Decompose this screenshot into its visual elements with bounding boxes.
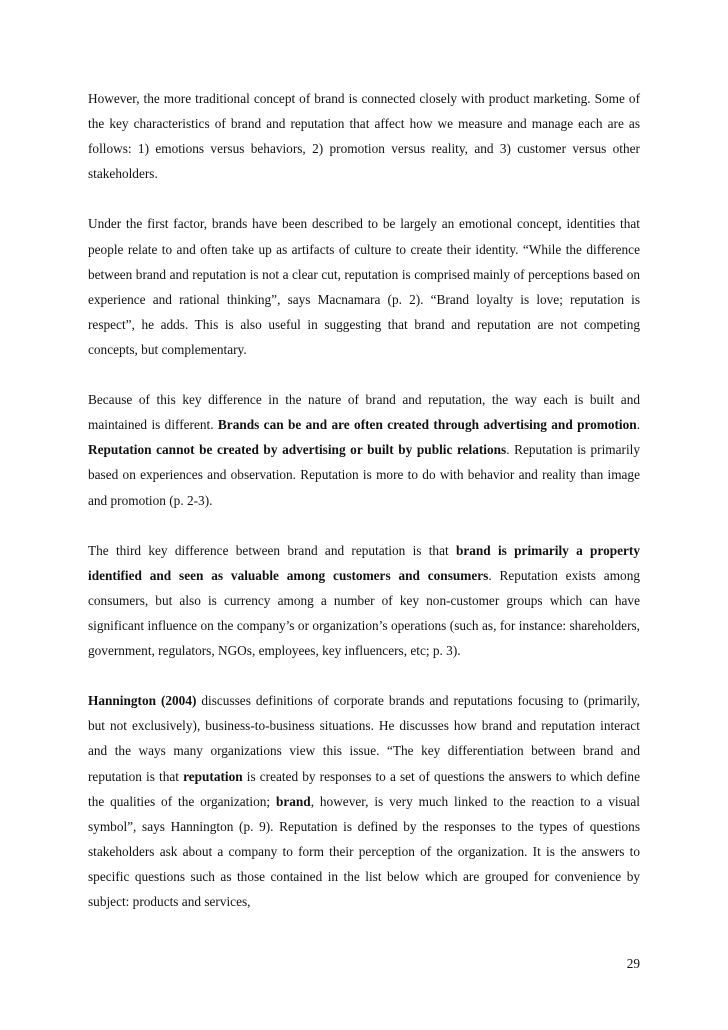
text-run: However, the more traditional concept of brand is connected closely with product marketing. Some of the key characteristics of brand and reputation that affect how we measure and manage each are as follows: 1) emotions versus behaviors, 2) promotion versus reality, and 3) customer versus other stakeholders. — [88, 91, 640, 182]
paragraph — [88, 211, 640, 362]
text-run: . — [636, 417, 641, 433]
text-run: , however, is very much linked to the reaction to a visual symbol”, says Hannington (p. 9). Reputation is defined by the responses to the types of questions stakeholders ask about a company to form their perception of the organization. It is the answers to specific questions such as those contained in the list below which are grouped for convenience by subject: products and services, — [88, 793, 640, 909]
bold-text: Hannington (2004) — [88, 693, 197, 709]
bold-text: Brands can be and are often created through advertising and promotion — [217, 417, 637, 433]
text-run: discusses definitions of corporate brands and reputations focusing to (primarily, but not exclusively), business-to-business situations. He discusses how brand and reputation interact and the ways many organizations view this issue. “The key differentiation between brand and reputation is that — [88, 693, 641, 784]
paragraph — [88, 688, 640, 914]
text-run: . Reputation is primarily based on experiences and observation. Reputation is more to do with behavior and reality than image and promotion (p. 2-3). — [88, 442, 641, 508]
text-run: Because of this key difference in the nature of brand and reputation, the way each is built and maintained is different. — [88, 392, 640, 433]
bold-text: reputation — [183, 768, 243, 784]
text-run: . Reputation exists among consumers, but also is currency among a number of key non-customer groups which can have significant influence on the company’s or organization’s operations (such as, for instance: shareholders, government, regulators, NGOs, employees, key influencers, etc; p. 3). — [88, 567, 640, 659]
document-body — [88, 86, 640, 939]
bold-text: Reputation cannot be created by advertising or built by public relations — [88, 442, 507, 458]
text-run: is created by responses to a set of questions the answers to which define the qualities of the organization; — [88, 768, 640, 809]
paragraph — [88, 538, 640, 663]
bold-text: brand is primarily a property identified and seen as valuable among customers and consumers — [88, 542, 640, 583]
page-number: 29 — [626, 956, 640, 971]
paragraph — [88, 86, 640, 186]
text-run: Under the first factor, brands have been described to be largely an emotional concept, identities that people relate to and often take up as artifacts of culture to create their identity. “While the difference between brand and reputation is not a clear cut, reputation is comprised mainly of perceptions based on experience and rational thinking”, says Macnamara (p. 2). “Brand loyalty is love; reputation is respect”, he adds. This is also useful in suggesting that brand and reputation are not competing concepts, but complementary. — [88, 216, 640, 357]
paragraph — [88, 387, 640, 512]
text-run: The third key difference between brand and reputation is that — [88, 542, 456, 558]
bold-text: brand — [275, 793, 311, 809]
